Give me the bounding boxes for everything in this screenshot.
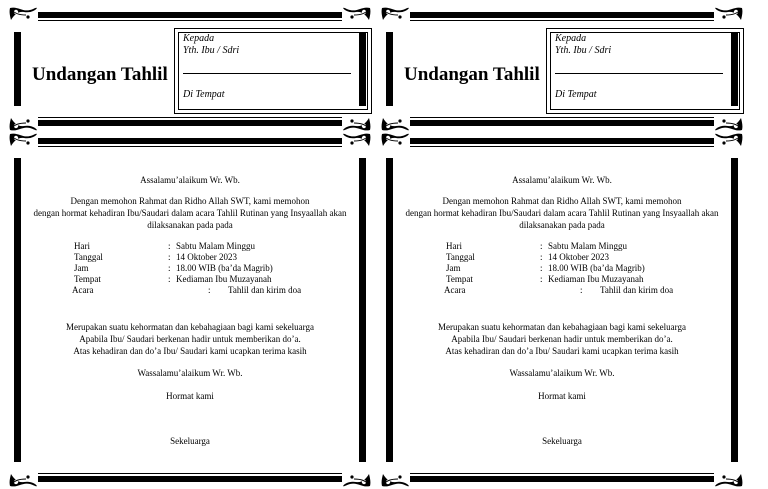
- address-box: [174, 28, 372, 114]
- detail-label: Acara: [72, 285, 94, 295]
- intro-line: Dengan memohon Rahmat dan Ridho Allah SWT, kami memohon: [70, 196, 310, 206]
- detail-value: Kediaman Ibu Muzayanah: [548, 274, 644, 284]
- closing-line: Atas kehadiran dan do’a Ibu/ Saudari kami ucapkan terima kasih: [73, 346, 307, 356]
- closing-paragraph: [396, 321, 728, 357]
- ornament-corner-icon: [380, 6, 410, 24]
- regards: Hormat kami: [166, 391, 214, 401]
- invitation-title: Undangan Tahlil: [404, 64, 540, 85]
- detail-label: Tempat: [74, 274, 101, 284]
- detail-row: [446, 251, 706, 262]
- detail-separator: :: [540, 263, 543, 273]
- detail-value: Sabtu Malam Minggu: [548, 241, 627, 251]
- detail-label: Jam: [446, 263, 461, 273]
- closing-greeting: Wassalamu’alaikum Wr. Wb.: [137, 368, 243, 378]
- detail-row: [446, 273, 706, 284]
- body-frame: [386, 138, 738, 482]
- closing-line: Atas kehadiran dan do’a Ibu/ Saudari kami ucapkan terima kasih: [445, 346, 679, 356]
- address-blank-line: [555, 73, 723, 74]
- greeting: Assalamu’alaikum Wr. Wb.: [140, 175, 240, 185]
- intro-line: dengan hormat kehadiran Ibu/Saudari dalam acara Tahlil Rutinan yang Insyaallah akan: [33, 208, 347, 218]
- detail-separator: :: [208, 285, 211, 295]
- invitation-card: [0, 0, 372, 489]
- detail-label: Jam: [74, 263, 89, 273]
- invitation-title: Undangan Tahlil: [32, 64, 168, 85]
- address-box: [546, 28, 744, 114]
- detail-row: [74, 240, 334, 251]
- address-kepada: Kepada: [183, 33, 215, 44]
- detail-row: [446, 284, 706, 295]
- ornament-corner-icon: [342, 6, 372, 24]
- detail-separator: :: [168, 274, 171, 284]
- address-place: Di Tempat: [555, 89, 597, 100]
- detail-value: 14 Oktober 2023: [176, 252, 237, 262]
- address-place: Di Tempat: [183, 89, 225, 100]
- event-details: [74, 240, 334, 295]
- detail-separator: :: [540, 252, 543, 262]
- detail-value: Tahlil dan kirim doa: [228, 285, 302, 295]
- ornament-corner-icon: [342, 114, 372, 132]
- body-frame: [14, 138, 366, 482]
- address-kepada: Kepada: [555, 33, 587, 44]
- closing-line: Merupakan suatu kehormatan dan kebahagiaan bagi kami sekeluarga: [438, 322, 686, 332]
- detail-row: [74, 273, 334, 284]
- closing-line: Merupakan suatu kehormatan dan kebahagiaan bagi kami sekeluarga: [66, 322, 314, 332]
- detail-separator: :: [580, 285, 583, 295]
- intro-line: dilaksanakan pada pada: [147, 220, 233, 230]
- closing-line: Apabila Ibu/ Saudari berkenan hadir untuk memberikan do’a.: [451, 334, 673, 344]
- detail-separator: :: [168, 241, 171, 251]
- detail-row: [74, 251, 334, 262]
- signature: Sekeluarga: [542, 436, 582, 446]
- detail-separator: :: [168, 263, 171, 273]
- greeting: Assalamu’alaikum Wr. Wb.: [512, 175, 612, 185]
- ornament-corner-icon: [8, 114, 38, 132]
- address-recipient: Yth. Ibu / Sdri: [183, 45, 240, 56]
- address-recipient: Yth. Ibu / Sdri: [555, 45, 612, 56]
- ornament-corner-icon: [8, 6, 38, 24]
- closing-greeting: Wassalamu’alaikum Wr. Wb.: [509, 368, 615, 378]
- intro-line: Dengan memohon Rahmat dan Ridho Allah SWT, kami memohon: [442, 196, 682, 206]
- address-blank-line: [183, 73, 351, 74]
- closing-line: Apabila Ibu/ Saudari berkenan hadir untuk memberikan do’a.: [79, 334, 301, 344]
- detail-separator: :: [168, 252, 171, 262]
- intro-line: dengan hormat kehadiran Ibu/Saudari dalam acara Tahlil Rutinan yang Insyaallah akan: [405, 208, 719, 218]
- invitation-card: [372, 0, 744, 489]
- ornament-corner-icon: [714, 114, 744, 132]
- detail-row: [74, 284, 334, 295]
- detail-row: [446, 240, 706, 251]
- detail-value: Tahlil dan kirim doa: [600, 285, 674, 295]
- detail-label: Tanggal: [446, 252, 475, 262]
- intro-line: dilaksanakan pada pada: [519, 220, 605, 230]
- detail-value: 18.00 WIB (ba’da Magrib): [548, 263, 645, 273]
- ornament-corner-icon: [380, 114, 410, 132]
- detail-value: 14 Oktober 2023: [548, 252, 609, 262]
- intro-paragraph: [24, 195, 356, 231]
- detail-label: Hari: [74, 241, 90, 251]
- regards: Hormat kami: [538, 391, 586, 401]
- closing-paragraph: [24, 321, 356, 357]
- ornament-corner-icon: [714, 6, 744, 24]
- detail-separator: :: [540, 274, 543, 284]
- detail-value: Sabtu Malam Minggu: [176, 241, 255, 251]
- header-frame: [14, 12, 366, 126]
- detail-row: [446, 262, 706, 273]
- detail-label: Tanggal: [74, 252, 103, 262]
- detail-label: Hari: [446, 241, 462, 251]
- detail-value: 18.00 WIB (ba’da Magrib): [176, 263, 273, 273]
- detail-row: [74, 262, 334, 273]
- detail-value: Kediaman Ibu Muzayanah: [176, 274, 272, 284]
- detail-label: Tempat: [446, 274, 473, 284]
- detail-separator: :: [540, 241, 543, 251]
- detail-label: Acara: [444, 285, 466, 295]
- event-details: [446, 240, 706, 295]
- signature: Sekeluarga: [170, 436, 210, 446]
- header-frame: [386, 12, 738, 126]
- intro-paragraph: [396, 195, 728, 231]
